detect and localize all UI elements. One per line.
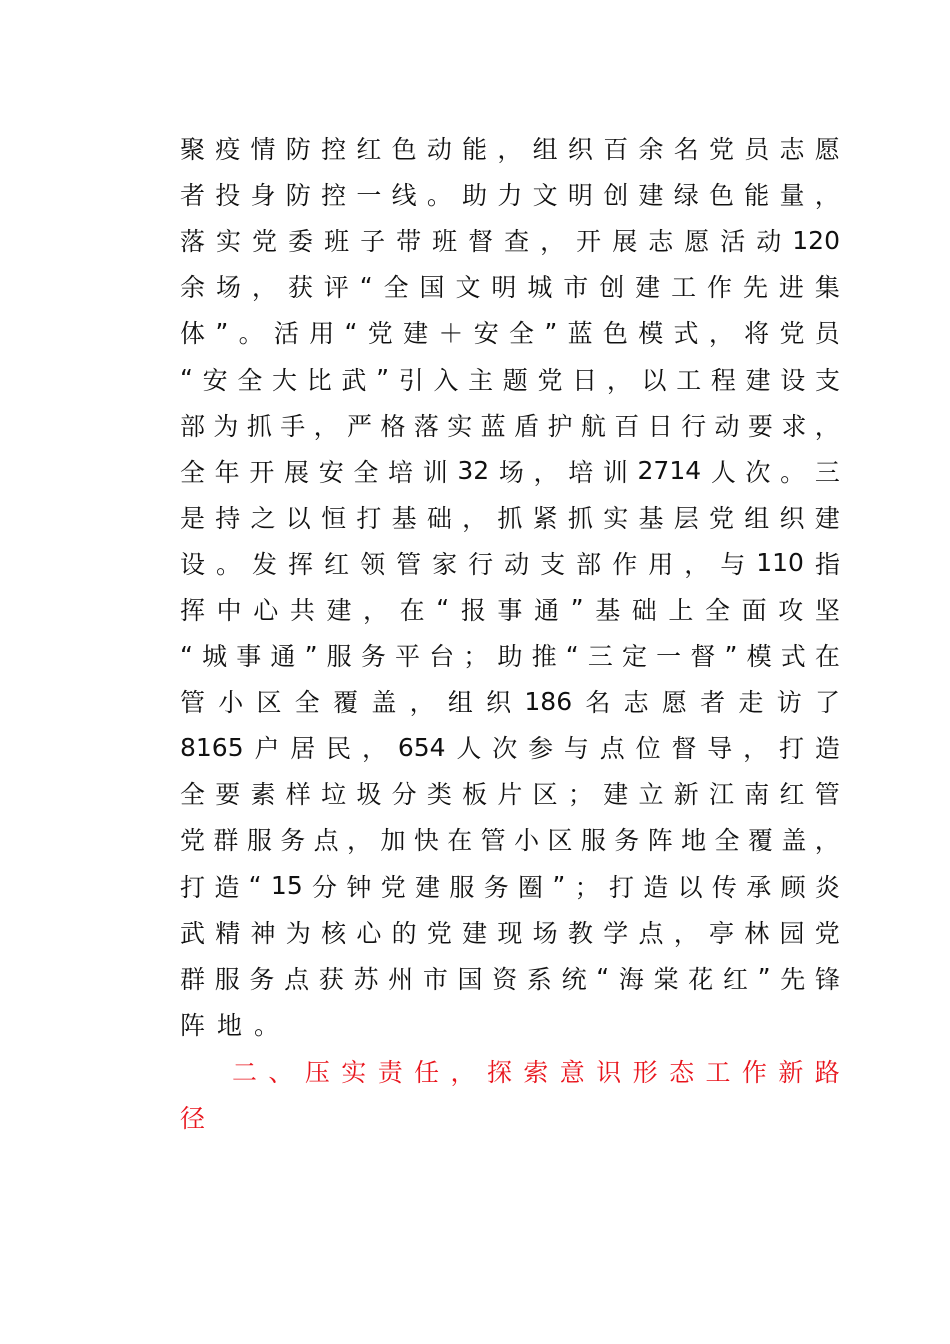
paragraph-line: “ 安 全 大 比 武 ” 引 入 主 题 党 日 ， 以 工 程 建 设 支 (180, 364, 840, 395)
paragraph-line: 余 场 ， 获 评 “ 全 国 文 明 城 市 创 建 工 作 先 进 集 (180, 271, 840, 303)
paragraph-line: 阵地。 (180, 1010, 292, 1040)
paragraph-line: 聚 疫 情 防 控 红 色 动 能 ， 组 织 百 余 名 党 员 志 愿 (180, 135, 840, 165)
paragraph-line: 管 小 区 全 覆 盖 ， 组 织 186 名 志 愿 者 走 访 了 (180, 686, 840, 718)
paragraph-line: 全 要 素 样 垃 圾 分 类 板 片 区 ； 建 立 新 江 南 红 管 (180, 780, 840, 810)
paragraph-line: 群 服 务 点 获 苏 州 市 国 资 系 统 “ 海 棠 花 红 ” 先 锋 (180, 963, 840, 994)
paragraph-line: 部 为 抓 手 ， 严 格 落 实 蓝 盾 护 航 百 日 行 动 要 求 ， (180, 411, 840, 441)
section-heading (180, 1048, 840, 1140)
section-heading-line: 二 、 压 实 责 任 ， 探 索 意 识 形 态 工 作 新 路 (232, 1058, 840, 1088)
paragraph-line: 打 造 “ 15 分 钟 党 建 服 务 圈 ” ； 打 造 以 传 承 顾 炎 (180, 871, 840, 902)
paragraph-line: 体 ” 。 活 用 “ 党 建 ＋ 安 全 ” 蓝 色 模 式 ， 将 党 员 (180, 317, 840, 349)
paragraph-line: “ 城 事 通 ” 服 务 平 台 ； 助 推 “ 三 定 一 督 ” 模 式 在 (180, 640, 840, 672)
paragraph-line: 设 。 发 挥 红 领 管 家 行 动 支 部 作 用 ， 与 110 指 (180, 548, 840, 579)
section-heading-line: 径 (180, 1104, 218, 1134)
paragraph-line: 者 投 身 防 控 一 线 。 助 力 文 明 创 建 绿 色 能 量 ， (180, 181, 840, 211)
paragraph-line: 挥 中 心 共 建 ， 在 “ 报 事 通 ” 基 础 上 全 面 攻 坚 (180, 594, 840, 625)
body-paragraph (180, 125, 840, 1047)
paragraph-line: 武 精 神 为 核 心 的 党 建 现 场 教 学 点 ， 亭 林 园 党 (180, 918, 840, 948)
paragraph-line: 党 群 服 务 点 ， 加 快 在 管 小 区 服 务 阵 地 全 覆 盖 ， (180, 826, 840, 856)
paragraph-line: 全 年 开 展 安 全 培 训 32 场 ， 培 训 2714 人 次 。 三 (180, 456, 840, 487)
paragraph-line: 8165 户 居 民 ， 654 人 次 参 与 点 位 督 导 ， 打 造 (180, 732, 840, 764)
paragraph-line: 落 实 党 委 班 子 带 班 督 查 ， 开 展 志 愿 活 动 120 (180, 225, 840, 257)
paragraph-line: 是 持 之 以 恒 打 基 础 ， 抓 紧 抓 实 基 层 党 组 织 建 (180, 503, 840, 533)
